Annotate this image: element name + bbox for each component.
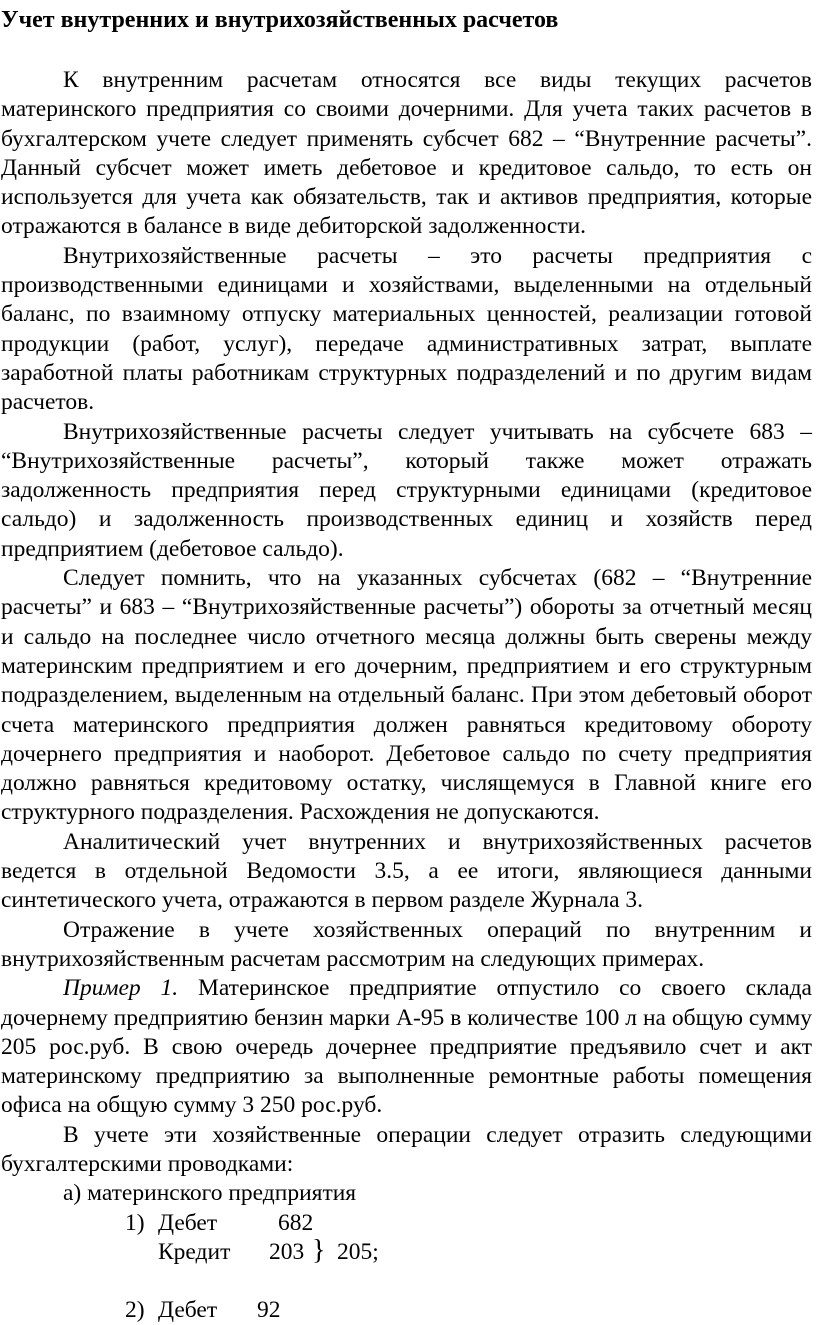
paragraph-subaccount-683: Внутрихозяйственные расчеты следует учитывать на субсчете 683 – “Внутрихозяйственные расчеты”, который также может отражать задолженность предприятия перед структурными единицами (кредитовое сальдо) и задолженность производственных единиц и хозяйств перед предприятием (дебетовое сальдо).	[1, 418, 812, 562]
entry-2-number: 2)	[125, 1297, 145, 1324]
paragraph-intra-economic-definition: Внутрихозяйственные расчеты – это расчеты предприятия с производственными единицами и хозяйствами, выделенными на отдельный баланс, по взаимному отпуску материальных ценностей, реализации готовой продукции (работ, услуг), передаче административных затрат, выплате заработной платы работникам структурных подразделений и по другим видам расчетов.	[1, 242, 812, 416]
paragraph-internal-settlements: К внутренним расчетам относятся все виды текущих расчетов материнского предприятия со своими дочерними. Для учета таких расчетов в бухгалтерском учете следует применять субсчет 682 – “Внутренние расчеты”. Данный субсчет может иметь дебетовое и кредитовое сальдо, то есть он используется для учета как обязательств, так и активов предприятия, которые отражаются в балансе в виде дебиторской задолженности.	[1, 67, 812, 240]
entry-1-credit-account: 203	[269, 1238, 305, 1265]
entry-2-debit-line	[1, 1296, 812, 1325]
document-title: Учет внутренних и внутрихозяйственных расчетов	[1, 7, 559, 33]
entry-1-brace: }	[312, 1234, 326, 1266]
paragraph-reconciliation: Следует помнить, что на указанных субсчетах (682 – “Внутренние расчеты” и 683 – “Внутрихозяйственные расчеты”) обороты за отчетный месяц и сальдо на последнее число отчетного месяца должны быть сверены между материнским предприятием и его дочерним, предприятием и его структурным подразделением, выделенным на отдельный баланс. При этом дебетовый оборот счета материнского предприятия должен равняться кредитовому обороту дочернего предприятия и наоборот. Дебетовое сальдо по счету предприятия должно равняться кредитовому остатку, числящемуся в Главной книге его структурного подразделения. Расхождения не допускаются.	[1, 565, 812, 826]
entry-1-debit-line	[1, 1209, 812, 1238]
entry-1-credit-label: Кредит	[158, 1238, 231, 1265]
entry-2-debit-label: Дебет	[158, 1297, 218, 1324]
entry-1-debit-label: Дебет	[158, 1209, 218, 1236]
paragraph-entries-intro: В учете эти хозяйственные операции следует отразить следующими бухгалтерскими проводками:	[1, 1121, 812, 1177]
paragraph-examples-intro: Отражение в учете хозяйственных операций по внутренним и внутрихозяйственным расчетам рассмотрим на следующих примерах.	[1, 916, 812, 972]
paragraph-example-1	[1, 974, 812, 1120]
entry-1-debit-account: 682	[278, 1209, 314, 1236]
paragraph-analytical-accounting: Аналитический учет внутренних и внутрихозяйственных расчетов ведется в отдельной Ведомости 3.5, а ее итоги, являющиеся данными синтетического учета, отражаются в первом разделе Журнала 3.	[1, 828, 812, 914]
entry-1-credit-line	[1, 1234, 812, 1267]
subheading-parent-company: а) материнского предприятия	[63, 1180, 357, 1207]
example-label: Пример 1.	[63, 975, 179, 1002]
entry-1-number: 1)	[125, 1209, 145, 1236]
example-text: Материнское предприятие отпустило со своего склада дочернему предприятию бензин марки А-95 в количестве 100 л на общую сумму 205 рос.руб. В свою очередь дочернее предприятие предъявило счет и акт материнскому предприятию за выполненные ремонтные работы помещения офиса на общую сумму 3 250 рос.руб.	[1, 975, 812, 1119]
entry-2-debit-account: 92	[257, 1297, 281, 1324]
entry-1-amount: 205;	[337, 1238, 379, 1265]
